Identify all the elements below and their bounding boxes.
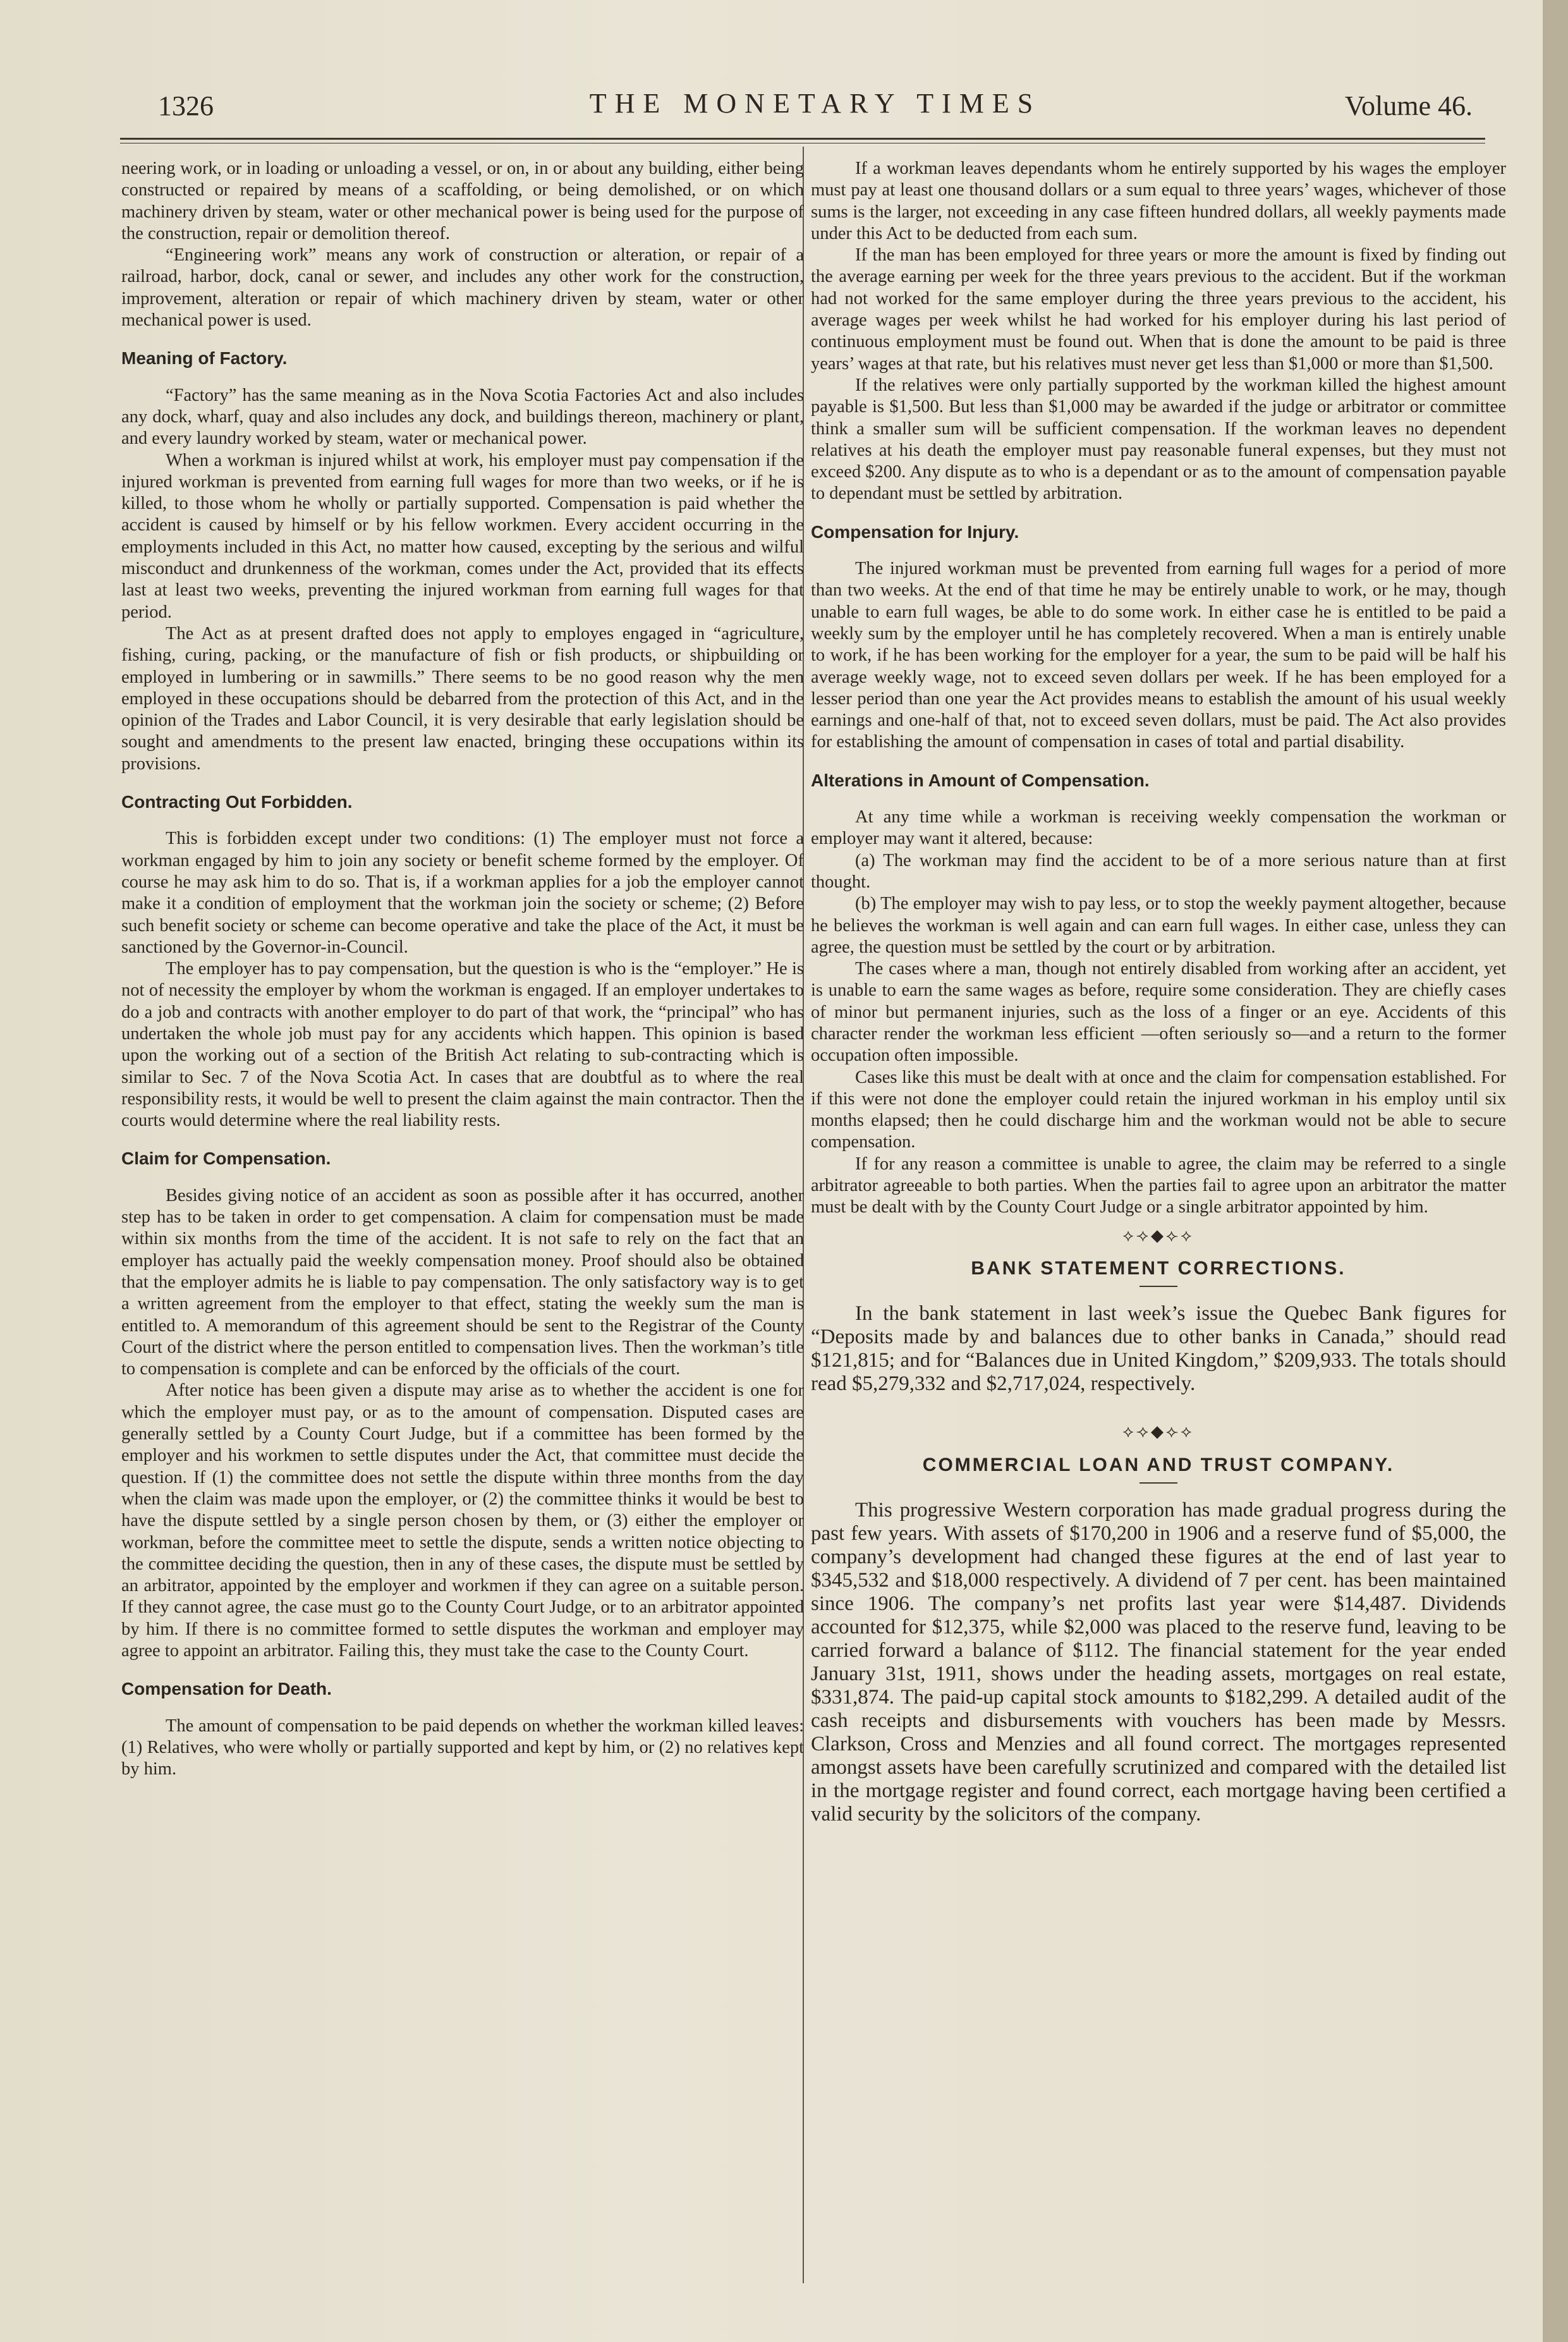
- paragraph: “Engineering work” means any work of construction or alteration, or repair of a railroad, harbor, dock, canal or sewer, and includes any other work for the construction, improvement, alteration or repair of which machinery driven by steam, water or other mechanical power is used.: [121, 245, 804, 331]
- paragraph: The Act as at present drafted does not apply to employes engaged in “agriculture, fishing, curing, packing, or the manufacture of fish or fish products, or shipbuilding or employed in lumbering or in sawmills.” There seems to be no good reason why the men employed in these occupations should be debarred from the protection of this Act, and in the opinion of the Trades and Labor Council, it is very desirable that early legislation should be sought and amendments to the present law enacted, bringing these occupations within its provisions.: [121, 623, 804, 774]
- paragraph: If the man has been employed for three years or more the amount is fixed by finding out the average earning per week for the three years previous to the accident. But if the workman had not worked for the same employer during the three years previous to the accident, his average wages per week whilst he had worked for his employer during his last period of continuous employment must be found out. When that is done the amount to be paid is three years’ wages at that rate, but his relatives must never get less than $1,000 or more than $1,500.: [811, 245, 1506, 374]
- right-column: [811, 158, 1506, 1826]
- commercial-loan-body: [811, 1499, 1506, 1826]
- ornament-divider: ⟡⟢◆⟣⟡: [1122, 1422, 1194, 1441]
- page-number: 1326: [158, 90, 214, 121]
- paragraph: At any time while a workman is receiving weekly compensation the workman or employer may want it altered, because:: [811, 807, 1506, 849]
- section-heading: Claim for Compensation.: [121, 1149, 331, 1169]
- bank-statement-title: BANK STATEMENT CORRECTIONS.: [971, 1257, 1346, 1279]
- paragraph: Besides giving notice of an accident as soon as possible after it has occurred, another step has to be taken in order to get compensation. A claim for compensation must be made within six months from the time of the accident. It is not safe to rely on the fact that an employer has actually paid the weekly compensation money. Proof should also be obtained that the employer admits he is liable to pay compensation. The only satisfactory way is to get a written agreement from the employer to that effect, stating the weekly sum the man is entitled to. A memorandum of this agreement should be sent to the Registrar of the County Court of the district where the person entitled to compensation lives. Then the workman’s title to compensation is complete and can be enforced by the officials of the court.: [121, 1185, 804, 1379]
- paragraph: The injured workman must be prevented from earning full wages for a period of more than two weeks. At the end of that time he may be entirely unable to work, or he may, though unable to earn full wages, be able to do some work. In either case he is entitled to be paid a weekly sum by the employer until he has completely recovered. When a man is entirely unable to work, if he has been working for the employer for a year, the sum to be paid will be half his average weekly wage, not to exceed seven dollars per week. If he has been employed for a lesser period than one year the Act provides means to establish the amount of his usual weekly earnings and one-half of that, not to exceed seven dollars, must be paid. The Act also provides for establishing the amount of compensation in cases of total and partial disability.: [811, 559, 1506, 752]
- paragraph: If for any reason a committee is unable to agree, the claim may be referred to a single arbitrator agreeable to both parties. When the parties fail to agree upon an arbitrator the matter must be dealt with by the County Court Judge or a single arbitrator appointed by him.: [811, 1154, 1506, 1217]
- paragraph: When a workman is injured whilst at work, his employer must pay compensation if the injured workman is prevented from earning full wages for more than two weeks, or if he is killed, to those whom he wholly or partially supported. Compensation is paid whether the accident is caused by himself or by his fellow workmen. Every accident occurring in the employments included in this Act, no matter how caused, excepting by the serious and wilful misconduct and drunkenness of the workman, comes under the Act, provided that its effects last at least two weeks, preventing the injured workman from earning full wages for that period.: [121, 450, 804, 622]
- short-rule: [1140, 1482, 1177, 1484]
- paragraph: Cases like this must be dealt with at once and the claim for compensation established. For if this were not done the employer could retain the injured workman in his employ until six months elapsed; then he could discharge him and the workman would not be able to secure compensation.: [811, 1067, 1506, 1152]
- paragraph: This progressive Western corporation has made gradual progress during the past few years. With assets of $170,200 in 1906 and a reserve fund of $5,000, the company’s development had changed these figures at the end of last year to $345,532 and $18,000 respectively. A dividend of 7 per cent. has been maintained since 1906. The company’s net profits last year were $14,487. Dividends accounted for $12,375, while $2,000 was placed to the reserve fund, leaving to be carried forward a balance of $112. The financial statement for the year ended January 31st, 1911, shows under the heading assets, mortgages on real estate, $331,874. The paid-up capital stock amounts to $182,299. A detailed audit of the cash receipts and disbursements with vouchers has been made by Messrs. Clarkson, Cross and Menzies and all found correct. The mortgages represented amongst assets have been carefully scrutinized and compared with the detailed list in the mortgage register and found correct, each mortgage having been certified a valid security by the solicitors of the company.: [811, 1498, 1506, 1826]
- paragraph: “Factory” has the same meaning as in the Nova Scotia Factories Act and also includes any dock, wharf, quay and also includes any dock, and buildings thereon, machinery or plant, and every laundry worked by steam, water or mechanical power.: [121, 385, 804, 449]
- paragraph: The employer has to pay compensation, but the question is who is the “employer.” He is not of necessity the employer by whom the workman is engaged. If an employer undertakes to do a job and contracts with another employer to do part of that work, the “principal” who has undertaken the whole job must pay for any accidents which happen. This opinion is based upon the working out of a section of the British Act relating to sub-contracting which is similar to Sec. 7 of the Nova Scotia Act. In cases that are doubtful as to where the real responsibility rests, it would be well to present the claim against the main contractor. Then the courts would determine where the real liability rests.: [121, 959, 804, 1131]
- header-rule: [120, 138, 1485, 140]
- page-header: [158, 82, 1473, 133]
- short-rule: [1140, 1286, 1177, 1287]
- paragraph: In the bank statement in last week’s issue the Quebec Bank figures for “Deposits made by and balances due to other banks in Canada,” should read $121,815; and for “Balances due in United Kingdom,” $209,933. The totals should read $5,279,332 and $2,717,024, respectively.: [811, 1302, 1506, 1396]
- commercial-loan-title: COMMERCIAL LOAN AND TRUST COMPANY.: [922, 1454, 1395, 1475]
- paragraph: neering work, or in loading or unloading a vessel, or on, in or about any building, either being constructed or repaired by means of a scaffolding, or being demolished, or on which machinery driven by steam, water or other mechanical power is being used for the purpose of the construction, repair or demolition thereof.: [121, 159, 804, 243]
- paragraph: (b) The employer may wish to pay less, or to stop the weekly payment altogether, because he believes the workman is well again and can earn full wages. In either case, unless they can agree, the question must be settled by the court or by arbitration.: [811, 894, 1506, 957]
- section-heading: Alterations in Amount of Compensation.: [811, 770, 1150, 790]
- ornament-divider: ⟡⟢◆⟣⟡: [1122, 1226, 1194, 1245]
- paragraph: This is forbidden except under two conditions: (1) The employer must not force a workman engaged by him to join any society or benefit scheme formed by the employer. Of course he may ask him to do so. That is, if a workman applies for a job the employer cannot make it a condition of employment that the workman join the society or scheme; (2) Before such benefit society or scheme can become operative and take the place of the Act, it must be sanctioned by the Governor-in-Council.: [121, 829, 804, 957]
- journal-title: THE MONETARY TIMES: [589, 88, 1042, 119]
- volume-number: Volume 46.: [1344, 90, 1473, 121]
- left-column: [121, 158, 804, 1780]
- section-heading: Compensation for Death.: [121, 1679, 332, 1699]
- section-heading: Meaning of Factory.: [121, 348, 288, 369]
- section-heading: Compensation for Injury.: [811, 521, 1019, 542]
- paragraph: (a) The workman may find the accident to be of a more serious nature than at first thought.: [811, 850, 1506, 892]
- paragraph: The cases where a man, though not entirely disabled from working after an accident, yet is unable to earn the same wages as before, require some consideration. They are chiefly cases of minor but permanent injuries, such as the loss of a finger or an eye. Accidents of this character render the workman less efficient —often seriously so—and a return to the former occupation often impossible.: [811, 959, 1506, 1066]
- paragraph: If a workman leaves dependants whom he entirely supported by his wages the employer must pay at least one thousand dollars or a sum equal to three years’ wages, whichever of those sums is the larger, not exceeding in any case fifteen hundred dollars, all weekly payments made under this Act to be deducted from each sum.: [811, 159, 1506, 243]
- section-heading: Contracting Out Forbidden.: [121, 792, 353, 812]
- bank-statement-body: [811, 1302, 1506, 1396]
- paragraph: After notice has been given a dispute may arise as to whether the accident is one for which the employer must pay, or as to the amount of compensation. Disputed cases are generally settled by a County Court Judge, but if a committee has been formed by the employer and his workmen to settle disputes under the Act, that committee must decide the question. If (1) the committee does not settle the dispute within three months from the day when the claim was made upon the employer, or (2) the committee thinks it would be best to have the dispute settled by a single person chosen by them, or (3) either the employer or workman, before the committee meet to settle the dispute, sends a written notice objecting to the committee deciding the question, then in any of these cases, the dispute must be settled by an arbitrator, appointed by the employer and workmen if they can agree on a suitable person. If they cannot agree, the case must go to the County Court Judge, or to an arbitrator appointed by him. If there is no committee formed to settle disputes the workman and employer may agree to appoint an arbitrator. Failing this, they must take the case to the County Court.: [121, 1381, 804, 1661]
- page-edge: [1543, 0, 1568, 2342]
- paragraph: If the relatives were only partially supported by the workman killed the highest amount payable is $1,500. But less than $1,000 may be awarded if the judge or arbitrator or committee think a smaller sum will be sufficient compensation. If the workman leaves no dependent relatives at his death the employer must pay reasonable funeral expenses, but they must not exceed $200. Any dispute as to who is a dependant or as to the amount of compensation payable to dependant must be settled by arbitration.: [811, 375, 1506, 504]
- paragraph: The amount of compensation to be paid depends on whether the workman killed leaves: (1) Relatives, who were wholly or partially supported and kept by him, or (2) no relatives kept by him.: [121, 1716, 804, 1779]
